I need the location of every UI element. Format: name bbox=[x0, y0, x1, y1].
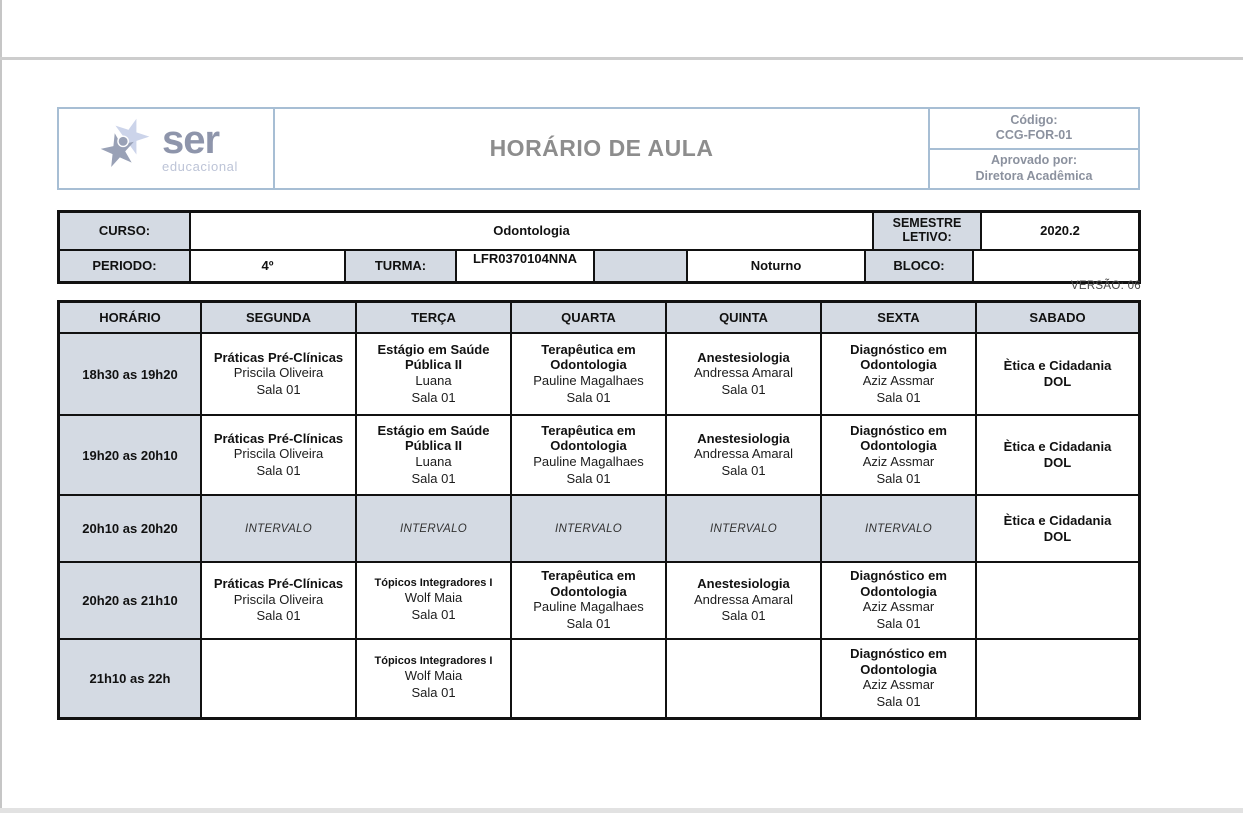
modality: DOL bbox=[1043, 528, 1072, 544]
periodo-label: PERIODO: bbox=[60, 251, 191, 281]
version-label: VERSÃO: 06 bbox=[1070, 280, 1141, 292]
room: Sala 01 bbox=[721, 462, 766, 478]
schedule-header-row bbox=[60, 303, 1138, 334]
subject: Tópicos Integradores I bbox=[374, 577, 493, 590]
semestre-label: SEMESTRE LETIVO: bbox=[874, 213, 982, 249]
teacher: Andressa Amaral bbox=[694, 591, 793, 607]
logo-subtitle: educacional bbox=[162, 159, 238, 174]
curso-value: Odontologia bbox=[191, 213, 874, 249]
col-header-quarta: QUARTA bbox=[512, 303, 667, 332]
room: Sala 01 bbox=[721, 608, 766, 624]
course-info-table bbox=[57, 210, 1141, 284]
subject: Anestesiologia bbox=[697, 349, 790, 365]
time-slot: 18h30 as 19h20 bbox=[60, 334, 202, 414]
page-bottom-edge-line bbox=[0, 808, 1243, 813]
approved-label: Aprovado por: bbox=[990, 153, 1078, 168]
interval-cell bbox=[357, 496, 512, 561]
time-slot: 19h20 as 20h10 bbox=[60, 416, 202, 494]
class-cell bbox=[977, 334, 1138, 414]
turno-value: Noturno bbox=[688, 251, 866, 281]
schedule-row-intervalo bbox=[60, 496, 1138, 563]
room: Sala 01 bbox=[566, 616, 611, 632]
empty-shaded-cell bbox=[595, 251, 688, 281]
teacher: Pauline Magalhaes bbox=[533, 453, 644, 469]
col-header-quinta: QUINTA bbox=[667, 303, 822, 332]
subject: Diagnóstico em Odontologia bbox=[850, 341, 947, 373]
class-cell bbox=[357, 416, 512, 494]
code-value: CCG-FOR-01 bbox=[995, 128, 1073, 143]
empty-cell bbox=[977, 563, 1138, 638]
time-slot: 20h10 as 20h20 bbox=[60, 496, 202, 561]
col-header-sabado: SABADO bbox=[977, 303, 1138, 332]
teacher: Wolf Maia bbox=[404, 590, 463, 606]
subject: Estágio em Saúde Pública II bbox=[377, 422, 490, 454]
schedule-table bbox=[57, 300, 1141, 720]
subject: Diagnóstico em Odontologia bbox=[850, 568, 947, 599]
turma-label: TURMA: bbox=[346, 251, 457, 281]
ser-educacional-logo bbox=[94, 116, 238, 181]
col-header-horario: HORÁRIO bbox=[60, 303, 202, 332]
time-slot: 20h20 as 21h10 bbox=[60, 563, 202, 638]
class-cell bbox=[357, 640, 512, 717]
code-box bbox=[930, 109, 1138, 150]
class-cell bbox=[822, 640, 977, 717]
subject: Anestesiologia bbox=[697, 576, 790, 592]
subject: Ètica e Cidadania bbox=[1003, 358, 1112, 374]
info-row-periodo bbox=[60, 251, 1138, 281]
teacher: Andressa Amaral bbox=[694, 365, 793, 381]
approved-box bbox=[930, 150, 1138, 189]
approved-value: Diretora Acadêmica bbox=[975, 168, 1093, 183]
class-cell bbox=[357, 563, 512, 638]
subject: Terapêutica em Odontologia bbox=[541, 341, 636, 373]
subject: Terapêutica em Odontologia bbox=[541, 568, 636, 599]
subject: Ètica e Cidadania bbox=[1003, 439, 1112, 455]
class-cell bbox=[202, 334, 357, 414]
class-cell bbox=[202, 416, 357, 494]
room: Sala 01 bbox=[256, 381, 301, 397]
col-header-terca: TERÇA bbox=[357, 303, 512, 332]
room: Sala 01 bbox=[256, 608, 301, 624]
subject: Práticas Pré-Clínicas bbox=[213, 349, 344, 365]
logo-cell bbox=[59, 109, 275, 188]
class-cell bbox=[667, 334, 822, 414]
room: Sala 01 bbox=[411, 389, 456, 405]
interval-label: INTERVALO bbox=[399, 522, 468, 535]
class-cell bbox=[512, 334, 667, 414]
title-cell bbox=[275, 109, 930, 188]
interval-label: INTERVALO bbox=[864, 522, 933, 535]
room: Sala 01 bbox=[411, 685, 456, 701]
interval-cell bbox=[202, 496, 357, 561]
teacher: Aziz Assmar bbox=[862, 599, 935, 615]
room: Sala 01 bbox=[721, 381, 766, 397]
time-slot: 21h10 as 22h bbox=[60, 640, 202, 717]
teacher: Priscila Oliveira bbox=[233, 591, 324, 607]
room: Sala 01 bbox=[566, 389, 611, 405]
room: Sala 01 bbox=[876, 389, 921, 405]
subject: Práticas Pré-Clínicas bbox=[213, 576, 344, 592]
interval-label: INTERVALO bbox=[554, 522, 623, 535]
semestre-value: 2020.2 bbox=[1040, 222, 1080, 238]
subject: Ètica e Cidadania bbox=[1003, 512, 1112, 528]
teacher: Aziz Assmar bbox=[862, 453, 935, 469]
room: Sala 01 bbox=[411, 607, 456, 623]
schedule-row-1830 bbox=[60, 334, 1138, 416]
document-header bbox=[57, 107, 1140, 190]
subject: Tópicos Integradores I bbox=[374, 655, 493, 668]
empty-cell bbox=[202, 640, 357, 717]
code-cell bbox=[930, 109, 1138, 188]
class-cell bbox=[822, 334, 977, 414]
curso-label: CURSO: bbox=[60, 213, 191, 249]
room: Sala 01 bbox=[876, 616, 921, 632]
info-row-curso bbox=[60, 213, 1138, 251]
subject: Estágio em Saúde Pública II bbox=[377, 341, 490, 373]
periodo-value: 4º bbox=[191, 251, 346, 281]
logo-text bbox=[162, 118, 238, 174]
empty-cell bbox=[977, 640, 1138, 717]
turma-value: LFR0370104NNA bbox=[457, 251, 595, 281]
teacher: Aziz Assmar bbox=[862, 372, 935, 388]
room: Sala 01 bbox=[256, 462, 301, 478]
class-cell bbox=[667, 563, 822, 638]
empty-cell bbox=[512, 640, 667, 717]
subject: Diagnóstico em Odontologia bbox=[850, 646, 947, 677]
room: Sala 01 bbox=[411, 470, 456, 486]
subject: Anestesiologia bbox=[697, 430, 790, 446]
page-title: HORÁRIO DE AULA bbox=[489, 135, 714, 161]
teacher: Aziz Assmar bbox=[862, 677, 935, 693]
star-person-icon bbox=[94, 116, 156, 181]
room: Sala 01 bbox=[876, 470, 921, 486]
code-label: Código: bbox=[1010, 112, 1058, 127]
interval-cell bbox=[822, 496, 977, 561]
teacher: Luana bbox=[415, 453, 452, 469]
subject: Diagnóstico em Odontologia bbox=[850, 422, 947, 454]
teacher: Priscila Oliveira bbox=[233, 365, 324, 381]
teacher: Wolf Maia bbox=[404, 668, 463, 684]
room: Sala 01 bbox=[876, 694, 921, 710]
interval-label: INTERVALO bbox=[709, 522, 778, 535]
class-cell bbox=[667, 416, 822, 494]
subject: Práticas Pré-Clínicas bbox=[213, 430, 344, 446]
interval-label: INTERVALO bbox=[244, 522, 313, 535]
col-header-segunda: SEGUNDA bbox=[202, 303, 357, 332]
interval-cell bbox=[512, 496, 667, 561]
class-cell bbox=[357, 334, 512, 414]
bloco-label: BLOCO: bbox=[866, 251, 974, 281]
schedule-row-1920 bbox=[60, 416, 1138, 496]
room: Sala 01 bbox=[566, 470, 611, 486]
interval-cell bbox=[667, 496, 822, 561]
class-cell bbox=[977, 416, 1138, 494]
bloco-value bbox=[974, 251, 1138, 281]
class-cell bbox=[977, 496, 1138, 561]
col-header-sexta: SEXTA bbox=[822, 303, 977, 332]
class-cell bbox=[202, 563, 357, 638]
schedule-row-2110 bbox=[60, 640, 1138, 717]
page-top-divider-line bbox=[0, 57, 1243, 60]
teacher: Andressa Amaral bbox=[694, 446, 793, 462]
teacher: Pauline Magalhaes bbox=[533, 372, 644, 388]
logo-brand: ser bbox=[162, 118, 220, 162]
subject: Terapêutica em Odontologia bbox=[541, 422, 636, 454]
class-cell bbox=[822, 416, 977, 494]
empty-cell bbox=[667, 640, 822, 717]
class-cell bbox=[512, 416, 667, 494]
modality: DOL bbox=[1043, 455, 1072, 470]
modality: DOL bbox=[1043, 374, 1072, 389]
schedule-row-2020 bbox=[60, 563, 1138, 640]
teacher: Pauline Magalhaes bbox=[533, 599, 644, 615]
page-left-edge-line bbox=[0, 0, 2, 813]
class-cell bbox=[822, 563, 977, 638]
class-cell bbox=[512, 563, 667, 638]
teacher: Luana bbox=[415, 372, 452, 388]
teacher: Priscila Oliveira bbox=[233, 446, 324, 462]
